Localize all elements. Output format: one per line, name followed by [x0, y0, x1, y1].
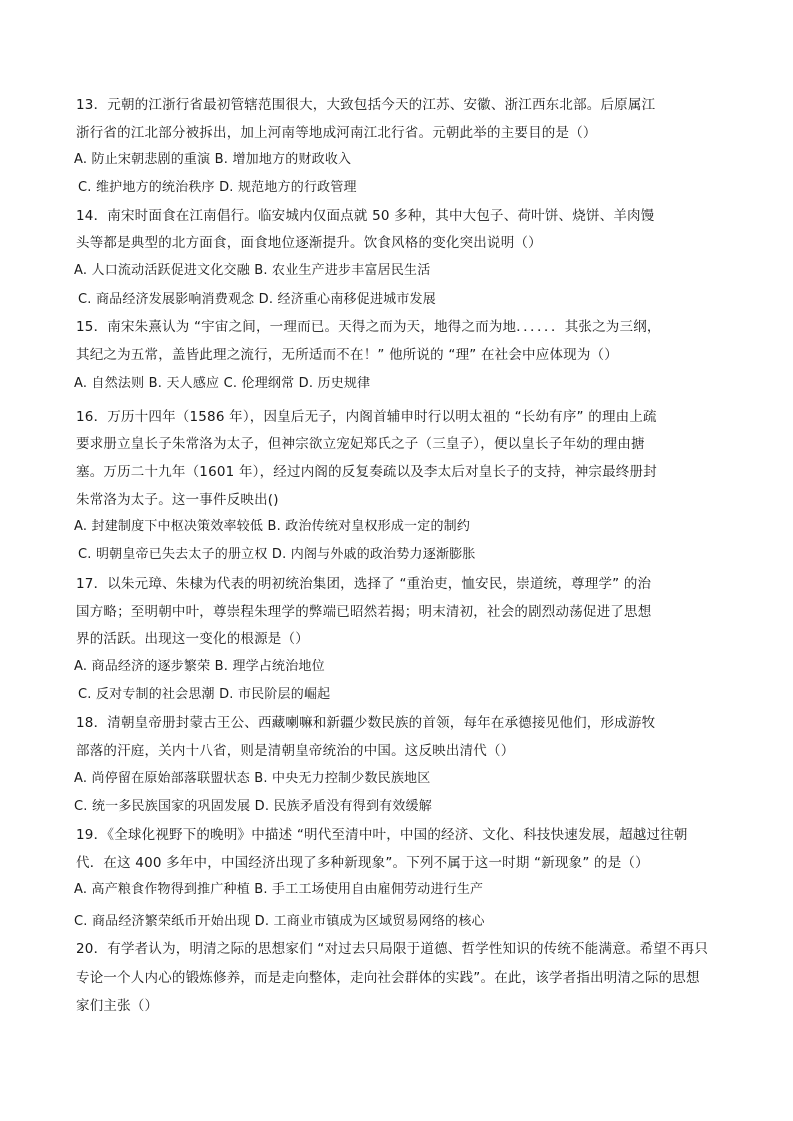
- question-13-options-cd: C. 维护地方的统治秩序 D. 规范地方的行政管理: [78, 180, 357, 195]
- question-19-line-2: 代．在这 400 多年中，中国经济出现了多种新现象”。下列不属于这一时期 “新现象” 的是（）: [76, 855, 649, 871]
- question-18-line-1: 18．清朝皇帝册封蒙古王公、西藏喇嘛和新疆少数民族的首领，每年在承德接见他们，形成游牧: [76, 715, 656, 731]
- question-20-line-2: 专论一个人内心的锻炼修养，而是走向整体，走向社会群体的实践”。在此，该学者指出明清之际的思想: [76, 970, 700, 986]
- question-15-options: A. 自然法则 B. 天人感应 C. 伦理纲常 D. 历史规律: [74, 376, 371, 391]
- question-13-options-ab: A. 防止宋朝悲剧的重演 B. 增加地方的财政收入: [74, 152, 352, 167]
- question-16-line-1: 16．万历十四年（1586 年），因皇后无子，内阁首辅申时行以明太祖的 “长幼有序” 的理由上疏: [76, 409, 657, 425]
- question-17-line-2: 国方略；至明朝中叶，尊崇程朱理学的弊端已昭然若揭；明末清初，社会的剧烈动荡促进了思想: [76, 604, 652, 620]
- question-19-options-ab: A. 高产粮食作物得到推广种植 B. 手工工场使用自由雇佣劳动进行生产: [74, 882, 484, 897]
- question-16-line-4: 朱常洛为太子。这一事件反映出(): [76, 492, 279, 508]
- question-13-line-2: 浙行省的江北部分被拆出，加上河南等地成河南江北行省。元朝此举的主要目的是（）: [76, 125, 597, 141]
- question-18-line-2: 部落的汗庭，关内十八省，则是清朝皇帝统治的中国。这反映出清代（）: [76, 743, 515, 759]
- question-20-line-1: 20．有学者认为，明清之际的思想家们 “对过去只局限于道德、哲学性知识的传统不能满意。希望不再只: [76, 941, 709, 957]
- question-14-options-ab: A. 人口流动活跃促进文化交融 B. 农业生产进步丰富居民生活: [74, 263, 431, 278]
- question-17-options-cd: C. 反对专制的社会思潮 D. 市民阶层的崛起: [78, 687, 331, 702]
- question-13-line-1: 13．元朝的江浙行省最初管辖范围很大，大致包括今天的江苏、安徽、浙江西东北部。后原属江: [76, 97, 656, 113]
- question-16-options-cd: C. 明朝皇帝已失去太子的册立权 D. 内阁与外戚的政治势力逐渐膨胀: [78, 547, 476, 562]
- question-20-line-3: 家们主张（）: [76, 998, 159, 1014]
- question-14-line-2: 头等都是典型的北方面食，面食地位逐渐提升。饮食风格的变化突出说明（）: [76, 235, 542, 251]
- question-19-line-1: 19．《全球化视野下的晚明》中描述 “明代至清中叶，中国的经济、文化、科技快速发展，超越过往朝: [76, 827, 688, 843]
- question-17-line-3: 界的活跃。出现这一变化的根源是（）: [76, 631, 309, 647]
- question-19-options-cd: C. 商品经济繁荣纸币开始出现 D. 工商业市镇成为区域贸易网络的核心: [74, 914, 485, 929]
- question-16-line-2: 要求册立皇长子朱常洛为太子，但神宗欲立宠妃郑氏之子（三皇子），便以皇长子年幼的理由搪: [76, 436, 645, 452]
- question-17-line-1: 17．以朱元璋、朱棣为代表的明初统治集团，选择了 “重治吏，恤安民，崇道统，尊理学” 的治: [76, 576, 652, 592]
- question-18-options-cd: C. 统一多民族国家的巩固发展 D. 民族矛盾没有得到有效缓解: [74, 799, 432, 814]
- question-15-line-2: 其纪之为五常，盖皆此理之流行，无所适而不在！” 他所说的 “理” 在社会中应体现为（）: [76, 347, 618, 363]
- question-17-options-ab: A. 商品经济的逐步繁荣 B. 理学占统治地位: [74, 659, 325, 674]
- question-18-options-ab: A. 尚停留在原始部落联盟状态 B. 中央无力控制少数民族地区: [74, 771, 431, 786]
- question-16-line-3: 塞。万历二十九年（1601 年），经过内阁的反复奏疏以及李太后对皇长子的支持，神宗最终册封: [76, 464, 657, 480]
- question-16-options-ab: A. 封建制度下中枢决策效率较低 B. 政治传统对皇权形成一定的制约: [74, 519, 471, 534]
- question-15-line-1: 15．南宋朱熹认为 “宇宙之间，一理而已。天得之而为天，地得之而为地．．．．．．其张之为三纲，: [76, 319, 661, 335]
- question-14-line-1: 14．南宋时面食在江南倡行。临安城内仅面点就 50 多种，其中大包子、荷叶饼、烧饼、羊肉馒: [76, 208, 655, 224]
- question-14-options-cd: C. 商品经济发展影响消费观念 D. 经济重心南移促进城市发展: [78, 292, 436, 307]
